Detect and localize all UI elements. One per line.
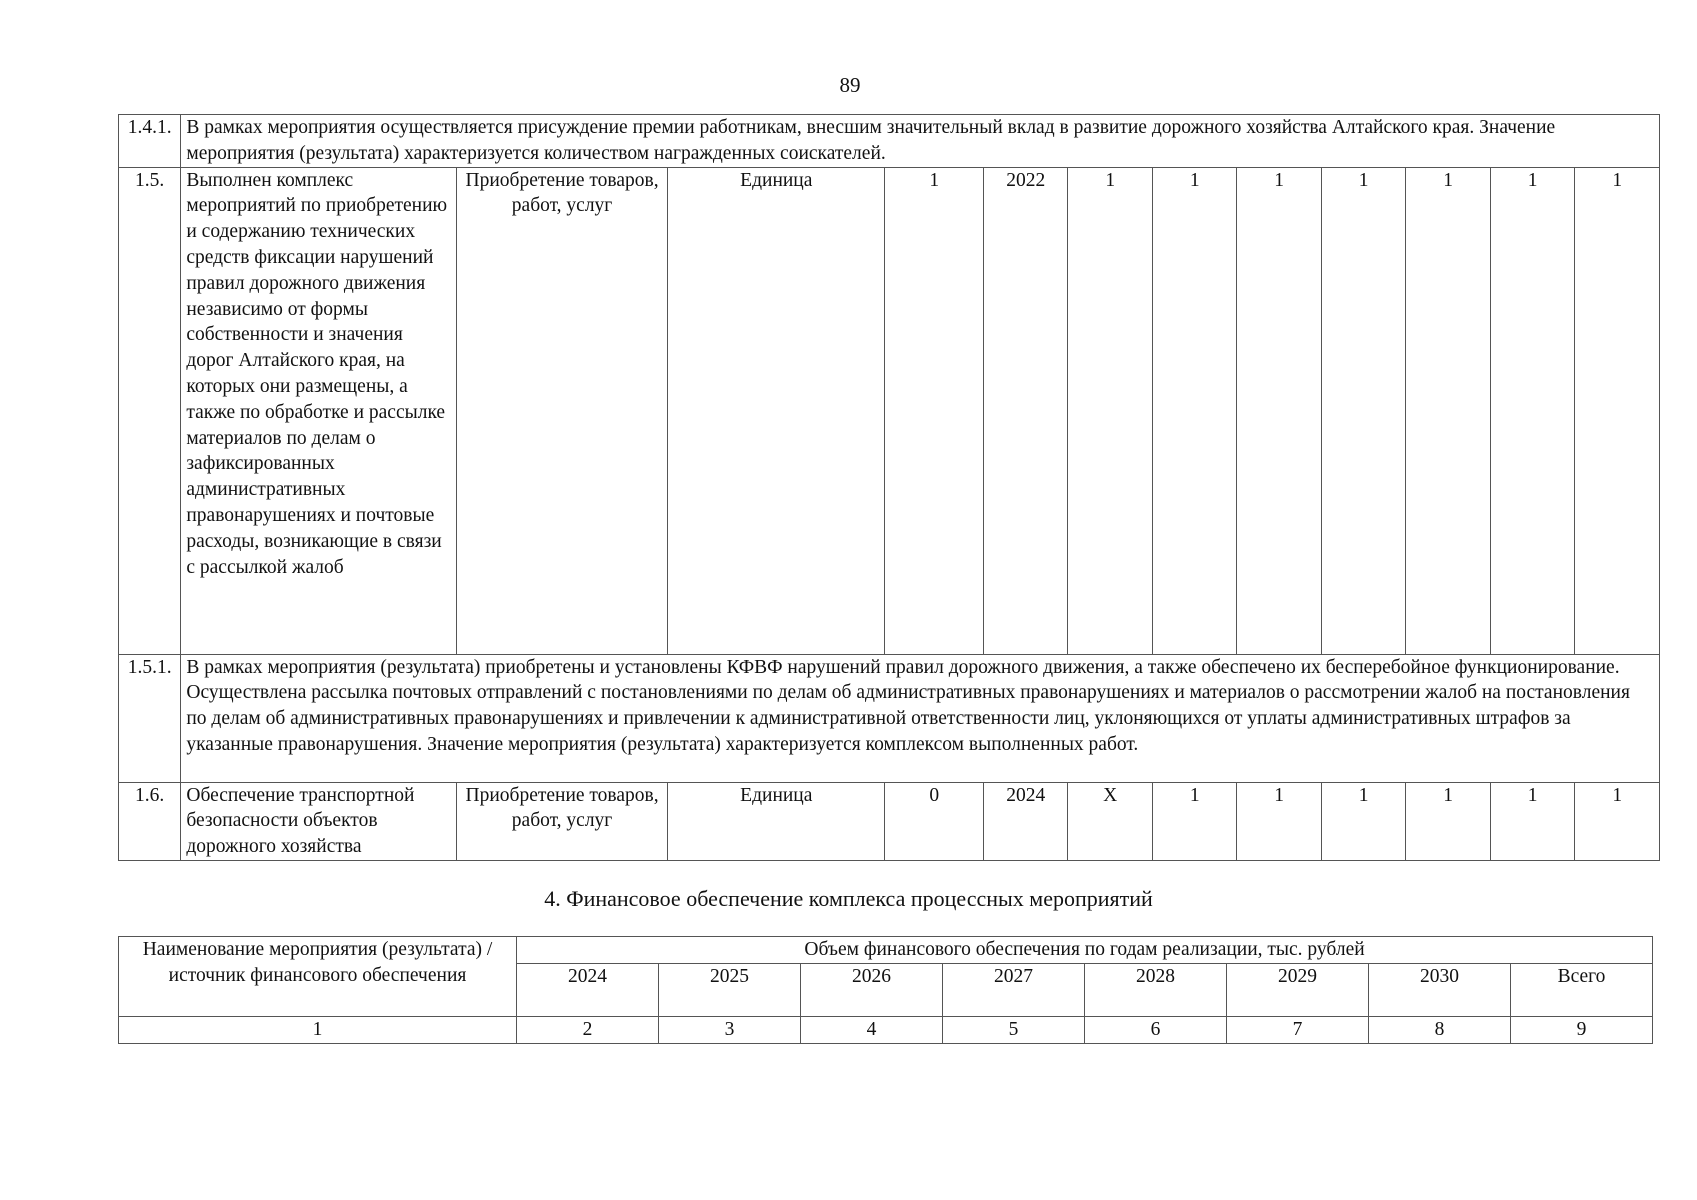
row-value: 1 [1406, 167, 1490, 654]
financing-table [118, 936, 1653, 1044]
name-header: Наименование мероприятия (результата) / источник финансового обеспечения [119, 937, 517, 1017]
row-value: 1 [1490, 782, 1574, 860]
total-header: Всего [1511, 963, 1653, 1016]
year-header: 2028 [1085, 963, 1227, 1016]
row-base-year: 2024 [983, 782, 1067, 860]
year-header: 2025 [659, 963, 801, 1016]
row-name: Обеспечение транспортной безопасности объектов дорожного хозяйства [181, 782, 457, 860]
row-type: Приобретение товаров, работ, услуг [456, 167, 667, 654]
column-number: 3 [659, 1016, 801, 1043]
section-title: 4. Финансовое обеспечение комплекса процессных мероприятий [544, 886, 1153, 911]
column-number: 1 [119, 1016, 517, 1043]
row-unit: Единица [668, 782, 885, 860]
column-number-row [119, 1016, 1653, 1043]
year-header: 2024 [517, 963, 659, 1016]
column-number: 8 [1369, 1016, 1511, 1043]
year-header: 2029 [1227, 963, 1369, 1016]
row-value: 1 [1237, 782, 1321, 860]
column-number: 6 [1085, 1016, 1227, 1043]
column-number: 4 [801, 1016, 943, 1043]
row-note-text: В рамках мероприятия (результата) приобретены и установлены КФВФ нарушений правил дорожного движения, а также обеспечено их бесперебойное функционирование. Осуществлена рассылка почтовых отправлений с постановлениями по делам об административных правонарушениях и материалов о рассмотрении жалоб на постановления по делам об административных правонарушениях и привлечении к административной ответственности лиц, уклоняющихся от уплаты административных штрафов за указанные правонарушения. Значение мероприятия (результата) характеризуется комплексом выполненных работ. [181, 654, 1660, 782]
results-table [118, 114, 1660, 861]
row-value: 1 [1321, 782, 1405, 860]
column-number: 7 [1227, 1016, 1369, 1043]
row-name: Выполнен комплекс мероприятий по приобретению и содержанию технических средств фиксации нарушений правил дорожного движения независимо от формы собственности и значения дорог Алтайского края, на которых они размещены, а также по обработке и рассылке материалов по делам о зафиксированных административных правонарушениях и почтовые расходы, возникающие в связи с рассылкой жалоб [181, 167, 457, 654]
row-value: 1 [1406, 782, 1490, 860]
row-value: 1 [1237, 167, 1321, 654]
row-value: 1 [1575, 782, 1660, 860]
row-unit: Единица [668, 167, 885, 654]
year-header: 2026 [801, 963, 943, 1016]
row-value: 1 [1152, 782, 1236, 860]
table-row-note-1-5-1 [119, 654, 1660, 782]
row-base-value: 0 [885, 782, 984, 860]
page-number: 89 [839, 73, 861, 97]
row-value: 1 [1575, 167, 1660, 654]
row-value: 1 [1152, 167, 1236, 654]
column-number: 5 [943, 1016, 1085, 1043]
column-number: 9 [1511, 1016, 1653, 1043]
row-number: 1.4.1. [119, 115, 181, 168]
group-header: Объем финансового обеспечения по годам реализации, тыс. рублей [517, 937, 1653, 964]
row-type: Приобретение товаров, работ, услуг [456, 782, 667, 860]
row-number: 1.6. [119, 782, 181, 860]
table-row-1-5 [119, 167, 1660, 654]
row-number: 1.5.1. [119, 654, 181, 782]
row-number: 1.5. [119, 167, 181, 654]
row-value: 1 [1490, 167, 1574, 654]
row-note-text: В рамках мероприятия осуществляется присуждение премии работникам, внесшим значительный вклад в развитие дорожного хозяйства Алтайского края. Значение мероприятия (результата) характеризуется количеством награжденных соискателей. [181, 115, 1660, 168]
year-header: 2030 [1369, 963, 1511, 1016]
row-value: 1 [1068, 167, 1152, 654]
row-base-year: 2022 [983, 167, 1067, 654]
table-header-row [119, 937, 1653, 964]
row-value: 1 [1321, 167, 1405, 654]
column-number: 2 [517, 1016, 659, 1043]
year-header: 2027 [943, 963, 1085, 1016]
row-value: X [1068, 782, 1152, 860]
table-row-note-1-4-1 [119, 115, 1660, 168]
table-row-1-6 [119, 782, 1660, 860]
row-base-value: 1 [885, 167, 984, 654]
